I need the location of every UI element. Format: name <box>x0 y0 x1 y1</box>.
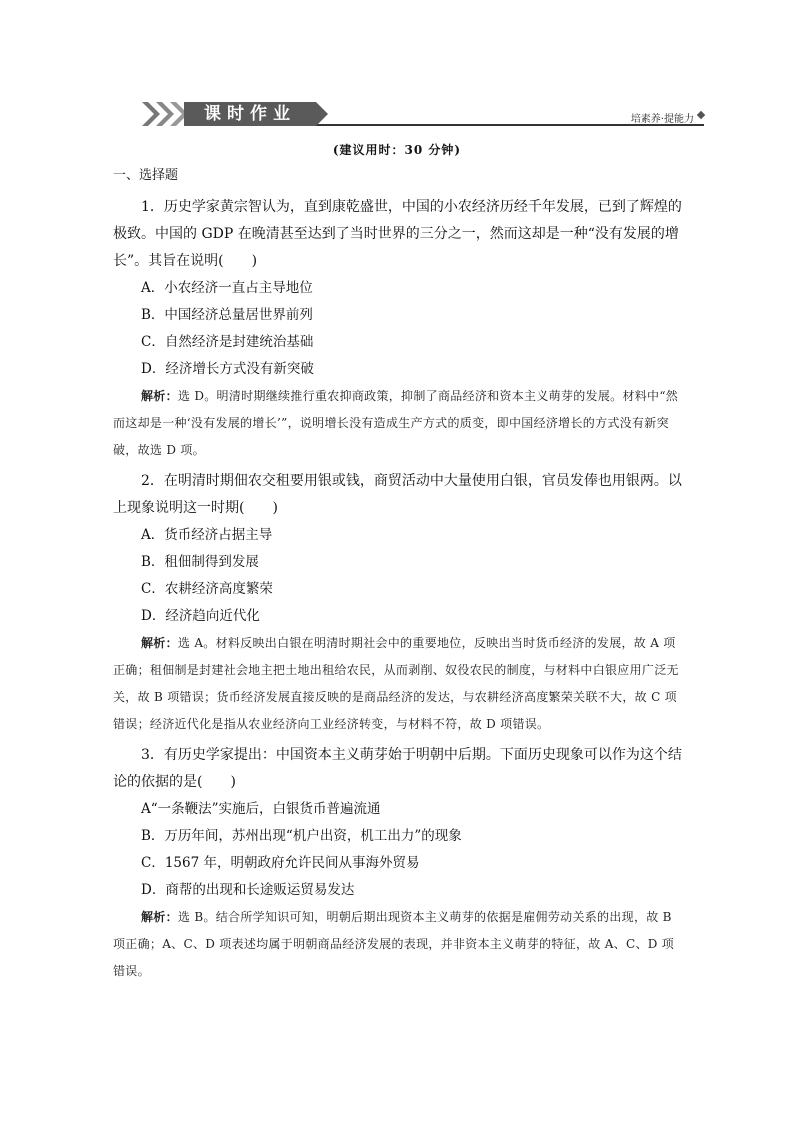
option-b: B．万历年间，苏州出现“机户出资，机工出力”的现象 <box>141 828 462 844</box>
analysis-text: 选 B。结合所学知识可知，明朝后期出现资本主义萌芽的依据是雇佣劳动关系的出现，故 B 项正确；A、C、D 项表述均属于明朝商品经济发展的表现，并非资本主义萌芽的特征，故 A、C、D 项错误。 <box>113 910 675 978</box>
analysis <box>113 383 683 464</box>
analysis-text: 选 A。材料反映出白银在明清时期社会中的重要地位，反映出当时货币经济的发展，故 A 项正确；租佃制是封建社会地主把土地出租给农民，从而剥削、奴役农民的制度，与材料中白银应用广泛无关，故 B 项错误；货币经济发展直接反映的是商品经济的发达，与农耕经济高度繁荣关联不大，故 C 项错误；经济近代化是指从农业经济向工业经济转变，与材料不符，故 D 项错误。 <box>113 636 679 731</box>
option-c: C．1567 年，明朝政府允许民间从事海外贸易 <box>141 855 420 871</box>
option-a: A．货币经济占据主导 <box>141 527 273 543</box>
question-stem: 3．有历史学家提出：中国资本主义萌芽始于明朝中后期。下面历史现象可以作为这个结论的依据的是( ) <box>113 747 682 790</box>
analysis <box>113 630 683 738</box>
option-d: D．经济趋向近代化 <box>141 608 260 624</box>
diamond-icon <box>697 111 705 119</box>
analysis-label: 解析： <box>141 636 178 650</box>
option-b: B．中国经济总量居世界前列 <box>141 307 313 323</box>
option-a: A．小农经济一直占主导地位 <box>141 280 313 296</box>
header-subtitle: 培素养·提能力 <box>630 114 694 125</box>
exercise-content <box>113 166 683 989</box>
option-a: A“一条鞭法”实施后，白银货币普遍流通 <box>141 801 381 817</box>
option-d: D．经济增长方式没有新突破 <box>141 361 314 377</box>
chevron-right-icon <box>140 102 190 126</box>
question-stem: 1．历史学家黄宗智认为，直到康乾盛世，中国的小农经济历经千年发展，已到了辉煌的极致。中国的 GDP 在晚清甚至达到了当时世界的三分之一，然而这却是一种“没有发展的增长”。其旨在说明( ) <box>113 199 682 269</box>
analysis-text: 选 D。明清时期继续推行重农抑商政策，抑制了商品经济和资本主义萌芽的发展。材料中“然而这却是一种‘没有发展的增长’”，说明增长没有造成生产方式的质变，即中国经济增长的方式没有新突破，故选 D 项。 <box>113 389 679 457</box>
question-stem: 2．在明清时期佃农交租要用银或钱，商贸活动中大量使用白银，官员发俸也用银两。以上现象说明这一时期( ) <box>113 473 682 516</box>
suggested-time: (建议用时：30 分钟) <box>332 143 462 157</box>
option-c: C．自然经济是封建统治基础 <box>141 334 314 350</box>
page-title: 课时作业 <box>184 102 316 126</box>
question-2 <box>113 468 683 738</box>
option-b: B．租佃制得到发展 <box>141 554 259 570</box>
header-banner <box>140 102 704 126</box>
section-title: 一、选择题 <box>113 168 179 183</box>
option-d: D．商帮的出现和长途贩运贸易发达 <box>141 882 355 898</box>
analysis-label: 解析： <box>141 910 178 924</box>
analysis-label: 解析： <box>141 389 178 403</box>
question-1 <box>113 194 683 464</box>
option-c: C．农耕经济高度繁荣 <box>141 581 273 597</box>
analysis <box>113 904 683 985</box>
question-3 <box>113 742 683 985</box>
